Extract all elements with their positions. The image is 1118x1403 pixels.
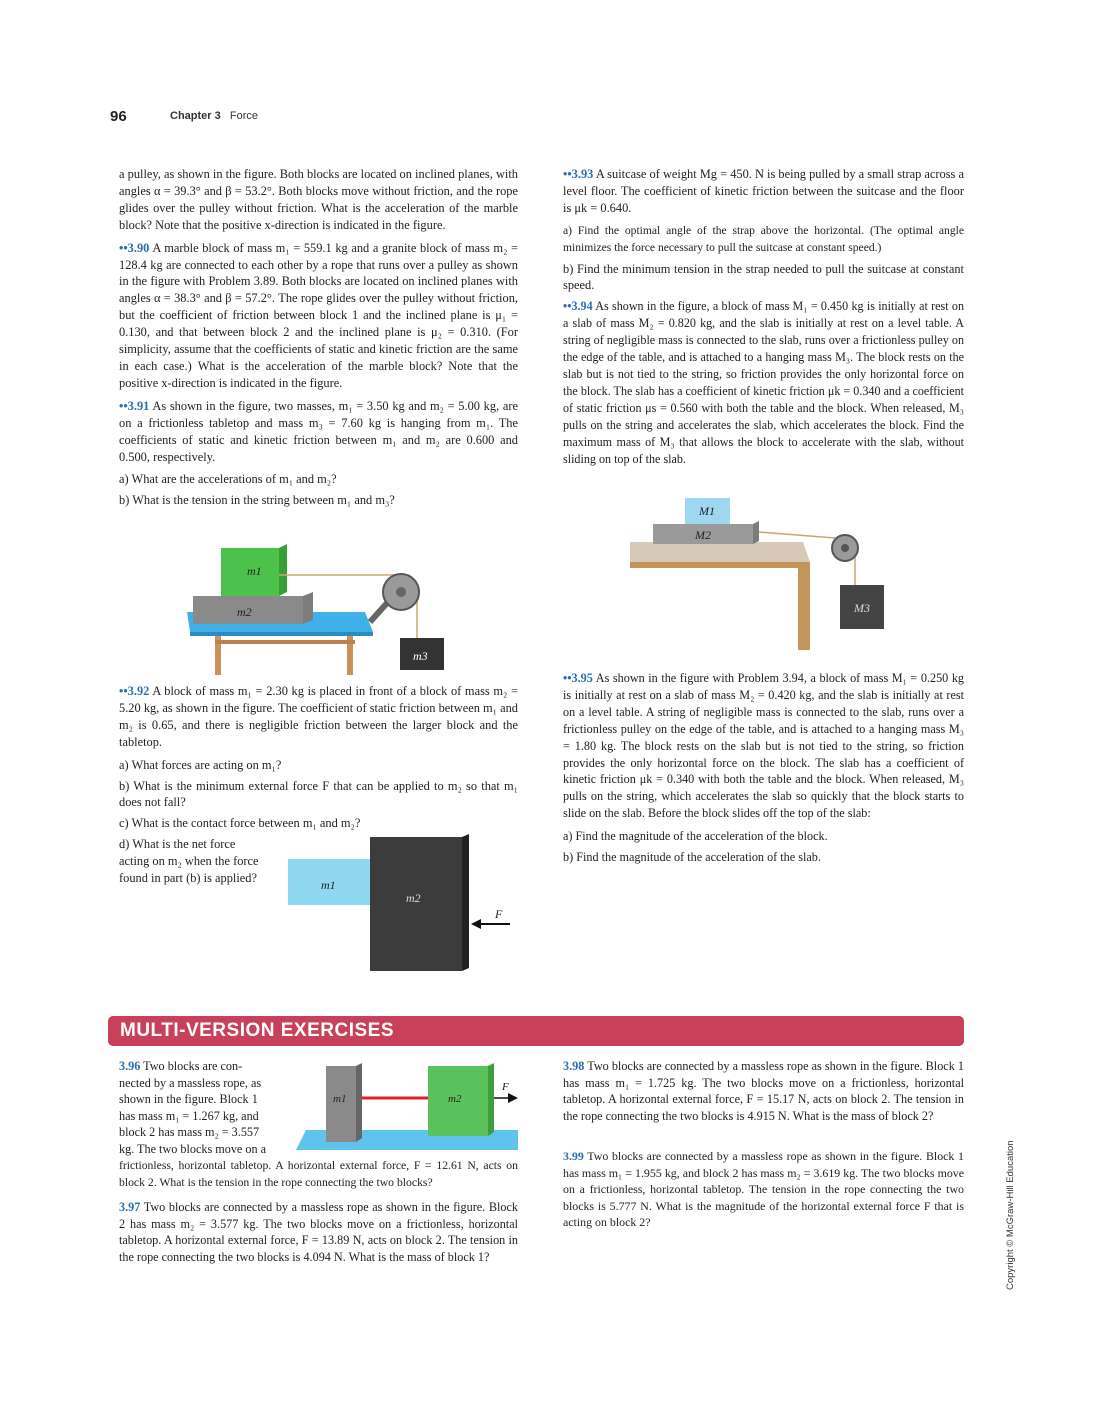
problem-number: ••3.94 bbox=[563, 299, 593, 314]
problem-text: A block of mass m₁ = 2.30 kg is placed in front of a block of mass m₂ = 5.20 kg, as shown in the figure. The coefficient of static friction between m₁ and m₂ is 0.65, and there is negligible friction between the larger block and the tabletop. bbox=[119, 684, 518, 749]
chapter-label: Chapter 3 bbox=[170, 110, 221, 122]
problem-396-line: kg. The two blocks move on a bbox=[119, 1141, 267, 1156]
problem-395 bbox=[563, 670, 964, 822]
problem-390 bbox=[119, 240, 518, 392]
right-column bbox=[563, 166, 964, 473]
label-m2: m2 bbox=[406, 891, 421, 905]
problem-number: 3.96 bbox=[119, 1059, 141, 1073]
force-arrowhead bbox=[508, 1093, 518, 1103]
label-m1: m1 bbox=[247, 564, 262, 578]
label-m2: m2 bbox=[237, 605, 252, 619]
label-m3: m3 bbox=[413, 649, 428, 663]
line-text: Two blocks are con- bbox=[143, 1059, 243, 1073]
block-m1-side bbox=[356, 1063, 362, 1142]
problem-399 bbox=[563, 1148, 964, 1231]
problem-392 bbox=[119, 683, 518, 751]
force-arrowhead bbox=[471, 919, 481, 929]
problem-392-d bbox=[119, 836, 289, 887]
figure-392 bbox=[285, 834, 515, 974]
problem-392-b: b) What is the minimum external force F that can be applied to m₂ so that m₁ does not fall? bbox=[119, 778, 518, 810]
problem-397 bbox=[119, 1199, 518, 1265]
problem-392-c: c) What is the contact force between m₁ and m₂? bbox=[119, 816, 361, 831]
problem-394 bbox=[563, 298, 964, 467]
problem-396-line bbox=[119, 1058, 281, 1075]
table-leg bbox=[215, 632, 221, 675]
problem-393 bbox=[563, 166, 964, 217]
problem-392-d-line: acting on m₂ when the force bbox=[119, 854, 259, 869]
problem-text: A suitcase of weight Mg = 450. N is being pulled by a small strap across a level floor. The coefficient of kinetic friction between the suitcase and the floor is μk = 0.640. bbox=[563, 167, 964, 215]
problem-number: ••3.95 bbox=[563, 671, 593, 685]
label-M2: M2 bbox=[695, 528, 711, 542]
problem-number: ••3.91 bbox=[119, 398, 150, 413]
label-F: F bbox=[502, 1081, 509, 1093]
left-column bbox=[119, 166, 518, 513]
problem-text: As shown in the figure, a block of mass M₁ = 0.450 kg is initially at rest on a slab of mass M₂ = 0.820 kg, and the slab is initially at rest on a level table. A string of negligible mass is connected to the slab, runs over a frictionless pulley on the edge of the table, and is attached to a hanging mass M₃. The block rests on the slab but is not tied to the string, so friction provides the only horizontal force on the block. The slab has a coefficient of kinetic friction μk = 0.340 and a coefficient of static friction μs = 0.560 with both the table and the block. When released, M₃ pulls on the string and accelerates the slab, which accelerates the block. Find the maximum mass of M₃ that allows the block to accelerate with the slab, without sliding on top of the slab. bbox=[563, 299, 964, 466]
pulley-hub bbox=[396, 587, 406, 597]
problem-396-line: block 2 has mass m₂ = 3.557 bbox=[119, 1125, 260, 1140]
problem-393-a: a) Find the optimal angle of the strap above the horizontal. (The optimal angle minimizes the force necessary to pull the suitcase at constant speed.) bbox=[563, 223, 964, 254]
section-banner: MULTI-VERSION EXERCISES bbox=[108, 1016, 964, 1046]
problem-392-d-line: found in part (b) is applied? bbox=[119, 871, 257, 886]
problem-395-a: a) Find the magnitude of the acceleration of the block. bbox=[563, 829, 828, 844]
table-edge bbox=[630, 562, 810, 568]
problem-389-continued: a pulley, as shown in the figure. Both blocks are located on inclined planes, with angles α = 39.3° and β = 53.2°. Both blocks move without friction, and the rope glides over the pulley without friction. What is the acceleration of the marble block? Note that the positive x-direction is indicated in the figure. bbox=[119, 167, 518, 232]
problem-392-a: a) What forces are acting on m₁? bbox=[119, 757, 282, 772]
problem-391 bbox=[119, 398, 518, 466]
problem-number: ••3.92 bbox=[119, 684, 150, 698]
label-m1: m1 bbox=[333, 1093, 347, 1105]
table-leg bbox=[798, 562, 810, 650]
tabletop-edge bbox=[190, 632, 373, 636]
chapter-title: Force bbox=[229, 110, 259, 122]
problem-398 bbox=[563, 1058, 964, 1124]
problem-text: As shown in the figure with Problem 3.94, a block of mass M₁ = 0.250 kg is initially at rest on a slab of mass M₂ = 0.420 kg, and the slab is initially at rest on a level table. A string of negligible mass is connected to the slab, runs over a frictionless pulley on the edge of the table, and is attached to a hanging mass M₃ = 1.80 kg. The block rests on the slab but is not tied to the string, so friction provides the only horizontal force on the block. The slab has a coefficient of kinetic friction μk = 0.340 with both the table and the block. When released, M₃ pulls on the string, which accelerates the slab so quickly that the block starts to slide on the slab. Before the block slides off the top of the slab: bbox=[563, 671, 965, 821]
problem-392-d-line: d) What is the net force bbox=[119, 837, 236, 852]
problem-number: ••3.93 bbox=[563, 167, 594, 181]
problem-text: Two blocks are connected by a massless rope as shown in the figure. Block 2 has mass m₂ = 3.577 kg. The two blocks move on a frictionless, horizontal tabletop. A horizontal external force, F = 13.89 N, acts on block 2. The tension in the rope connecting the two blocks is 4.094 N. What is the mass of block 1? bbox=[119, 1200, 519, 1264]
label-M3: M3 bbox=[854, 601, 870, 615]
table-leg bbox=[347, 632, 353, 675]
problem-393-b: b) Find the minimum tension in the strap needed to pull the suitcase at constant speed. bbox=[563, 261, 964, 293]
figure-391 bbox=[175, 540, 470, 675]
problem-395-b: b) Find the magnitude of the acceleration of the slab. bbox=[563, 850, 821, 865]
pulley-hub bbox=[841, 544, 849, 552]
block-m2-side bbox=[462, 834, 469, 971]
problem-396-rest: frictionless, horizontal tabletop. A horizontal external force, F = 12.61 N, acts on block 2. What is the tension in the rope connecting the two blocks? bbox=[119, 1159, 518, 1189]
page-number: 96 bbox=[110, 108, 127, 125]
problem-391-a: a) What are the accelerations of m₁ and m₂? bbox=[119, 472, 337, 487]
problem-text: A marble block of mass m₁ = 559.1 kg and a granite block of mass m₂ = 128.4 kg are connected to each other by a rope that runs over a pulley as shown in the figure with Problem 3.89. Both blocks are located on inclined planes with angles α = 38.3° and β = 57.2°. The rope glides over the pulley without friction, but the coefficient of friction between block 1 and the inclined plane is μ₁ = 0.130, and that between block 2 and the inclined plane is μ₂ = 0.310. (For simplicity, assume that the coefficients of static and kinetic friction are the same in each case.) What is the acceleration of the marble block? Note that the positive x-direction is indicated in the figure. bbox=[119, 240, 518, 390]
label-m2: m2 bbox=[448, 1093, 462, 1105]
figure-396 bbox=[296, 1058, 521, 1160]
string bbox=[759, 532, 835, 538]
problem-number: ••3.90 bbox=[119, 240, 150, 255]
problem-396-head bbox=[119, 1058, 281, 1158]
problem-number: 3.99 bbox=[563, 1149, 584, 1163]
problem-396-line: shown in the figure. Block 1 bbox=[119, 1092, 258, 1107]
problem-number: 3.97 bbox=[119, 1200, 141, 1214]
block-m2-side bbox=[488, 1063, 494, 1136]
problem-396-line: has mass m₁ = 1.267 kg, and bbox=[119, 1108, 259, 1123]
slab-M2-side bbox=[753, 521, 759, 544]
problem-text: Two blocks are connected by a massless rope as shown in the figure. Block 1 has mass m₁ = 1.955 kg, and block 2 has mass m₂ = 3.619 kg. The two blocks move on a frictionless, horizontal tabletop. The tension in the rope connecting the two blocks is 5.777 N. What is the magnitude of the horizontal external force F that is acting on block 2? bbox=[563, 1149, 964, 1230]
problem-391-b: b) What is the tension in the string between m₁ and m₃? bbox=[119, 493, 395, 508]
problem-text: Two blocks are connected by a massless rope as shown in the figure. Block 1 has mass m₁ = 1.725 kg. The two blocks move on a frictionless, horizontal tabletop. A horizontal external force, F = 15.17 N, acts on block 2. The tension in the rope connecting the two blocks is 4.915 N. What is the mass of block 2? bbox=[563, 1059, 965, 1123]
label-M1: M1 bbox=[699, 504, 715, 518]
tabletop bbox=[630, 542, 810, 562]
copyright-notice: Copyright © McGraw-Hill Education bbox=[1005, 1140, 1016, 1290]
block-m1-side bbox=[279, 544, 287, 596]
figure-394 bbox=[625, 490, 890, 655]
running-head bbox=[170, 110, 258, 122]
problem-395-block bbox=[563, 670, 964, 870]
problem-text: As shown in the figure, two masses, m₁ = 3.50 kg and m₂ = 5.00 kg, are on a frictionless tabletop and mass m₃ = 7.60 kg is hanging from m₁. The coefficients of static and kinetic friction between m₁ and m₂ are 0.600 and 0.500, respectively. bbox=[119, 398, 518, 464]
table-rail bbox=[215, 640, 355, 644]
problem-396-line: nected by a massless rope, as bbox=[119, 1075, 262, 1090]
problem-number: 3.98 bbox=[563, 1059, 585, 1073]
label-F: F bbox=[495, 907, 503, 921]
label-m1: m1 bbox=[321, 878, 336, 892]
